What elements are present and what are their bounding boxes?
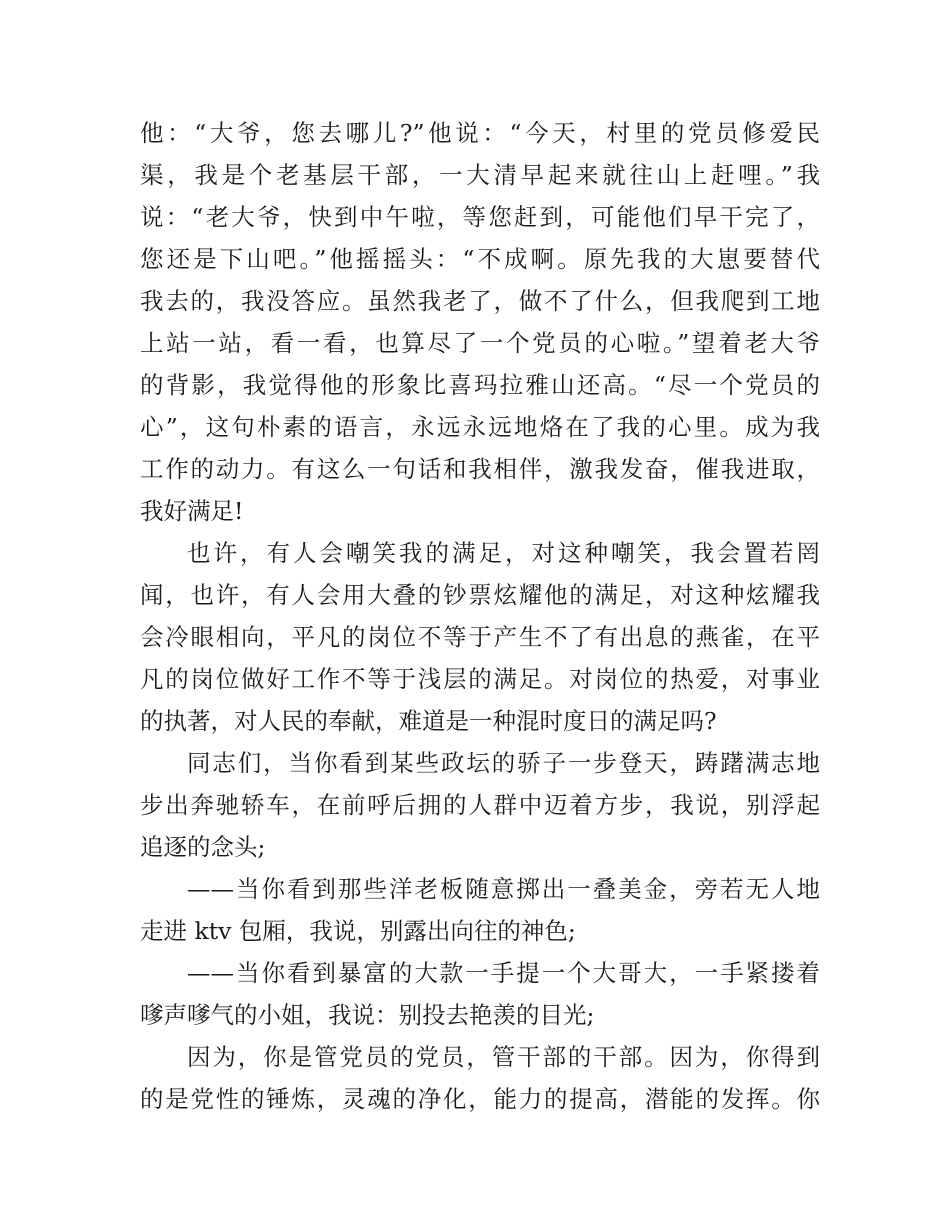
text-line: 闻，也许，有人会用大叠的钞票炫耀他的满足，对这种炫耀我 <box>140 581 820 609</box>
text-line: 上站一站，看一看，也算尽了一个党员的心啦。”望着老大爷 <box>140 329 820 357</box>
text-line: 步出奔驰轿车，在前呼后拥的人群中迈着方步，我说，别浮起 <box>140 791 820 819</box>
text-line: 说：“老大爷，快到中午啦，等您赶到，可能他们早干完了， <box>140 203 820 231</box>
text-line: 嗲声嗲气的小姐，我说：别投去艳羡的目光; <box>140 1001 595 1029</box>
text-line: 走进 ktv 包厢，我说，别露出向往的神色; <box>140 917 576 945</box>
text-line: 心”，这句朴素的语言，永远永远地烙在了我的心里。成为我 <box>140 413 820 441</box>
text-line: 的执著，对人民的奉献，难道是一种混时度日的满足吗? <box>140 707 717 735</box>
text-line: 我好满足! <box>140 497 244 525</box>
text-line: 因为，你是管党员的党员，管干部的干部。因为，你得到 <box>187 1043 820 1071</box>
text-line: 您还是下山吧。”他摇摇头：“不成啊。原先我的大崽要替代 <box>140 245 820 273</box>
text-line: 追逐的念头; <box>140 833 266 861</box>
text-line: 凡的岗位做好工作不等于浅层的满足。对岗位的热爱，对事业 <box>140 665 820 693</box>
text-line: 渠，我是个老基层干部，一大清早起来就往山上赶哩。”我 <box>140 161 820 189</box>
text-line: 我去的，我没答应。虽然我老了，做不了什么，但我爬到工地 <box>140 287 820 315</box>
document-body-text <box>140 112 820 1120</box>
text-line: 的背影，我觉得他的形象比喜玛拉雅山还高。“尽一个党员的 <box>140 371 820 399</box>
text-line: ——当你看到那些洋老板随意掷出一叠美金，旁若无人地 <box>187 875 820 903</box>
text-line: 会冷眼相向，平凡的岗位不等于产生不了有出息的燕雀，在平 <box>140 623 820 651</box>
text-line: 工作的动力。有这么一句话和我相伴，激我发奋，催我进取， <box>140 455 820 483</box>
text-line: 的是党性的锤炼，灵魂的净化，能力的提高，潜能的发挥。你 <box>140 1085 820 1113</box>
text-line: 同志们，当你看到某些政坛的骄子一步登天，踌躇满志地 <box>187 749 820 777</box>
text-line: 他：“大爷，您去哪儿?”他说：“今天，村里的党员修爱民 <box>140 119 820 147</box>
text-line: ——当你看到暴富的大款一手提一个大哥大，一手紧搂着 <box>187 959 820 987</box>
text-line: 也许，有人会嘲笑我的满足，对这种嘲笑，我会置若罔 <box>187 539 820 567</box>
